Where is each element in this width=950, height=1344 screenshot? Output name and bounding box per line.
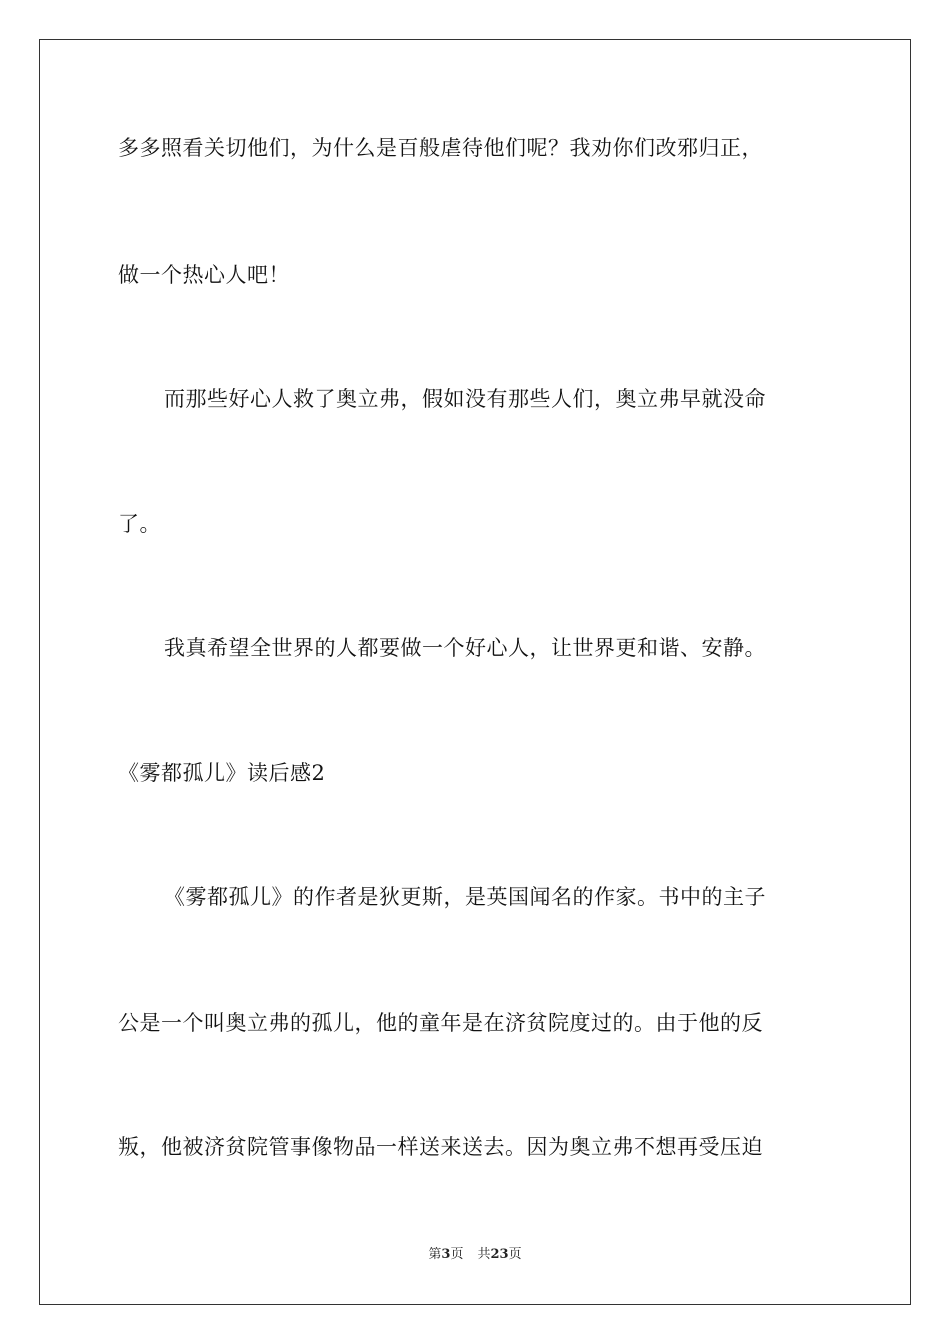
- section-heading: 《雾都孤儿》读后感2: [118, 761, 326, 785]
- text-line-9: 叛，他被济贫院管事像物品一样送来送去。因为奥立弗不想再受压迫: [118, 1135, 763, 1159]
- total-prefix: 共: [477, 1247, 491, 1262]
- page-suffix: 页: [450, 1247, 464, 1262]
- text-line-3: 而那些好心人救了奥立弗，假如没有那些人们，奥立弗早就没命: [164, 387, 766, 411]
- page-prefix: 第: [428, 1247, 442, 1262]
- page-footer: [0, 1247, 950, 1263]
- text-line-5: 我真希望全世界的人都要做一个好心人，让世界更和谐、安静。: [164, 636, 766, 660]
- total-page-number: 23: [490, 1247, 509, 1262]
- text-line-1: 多多照看关切他们，为什么是百般虐待他们呢？我劝你们改邪归正，: [118, 136, 763, 160]
- text-line-4: 了。: [118, 512, 161, 536]
- text-line-8: 公是一个叫奥立弗的孤儿，他的童年是在济贫院度过的。由于他的反: [118, 1011, 763, 1035]
- page-border: [39, 39, 911, 1305]
- current-page-number: 3: [441, 1247, 451, 1262]
- text-line-7: 《雾都孤儿》的作者是狄更斯，是英国闻名的作家。书中的主子: [164, 885, 766, 909]
- total-suffix: 页: [508, 1247, 522, 1262]
- text-line-2: 做一个热心人吧！: [118, 263, 290, 287]
